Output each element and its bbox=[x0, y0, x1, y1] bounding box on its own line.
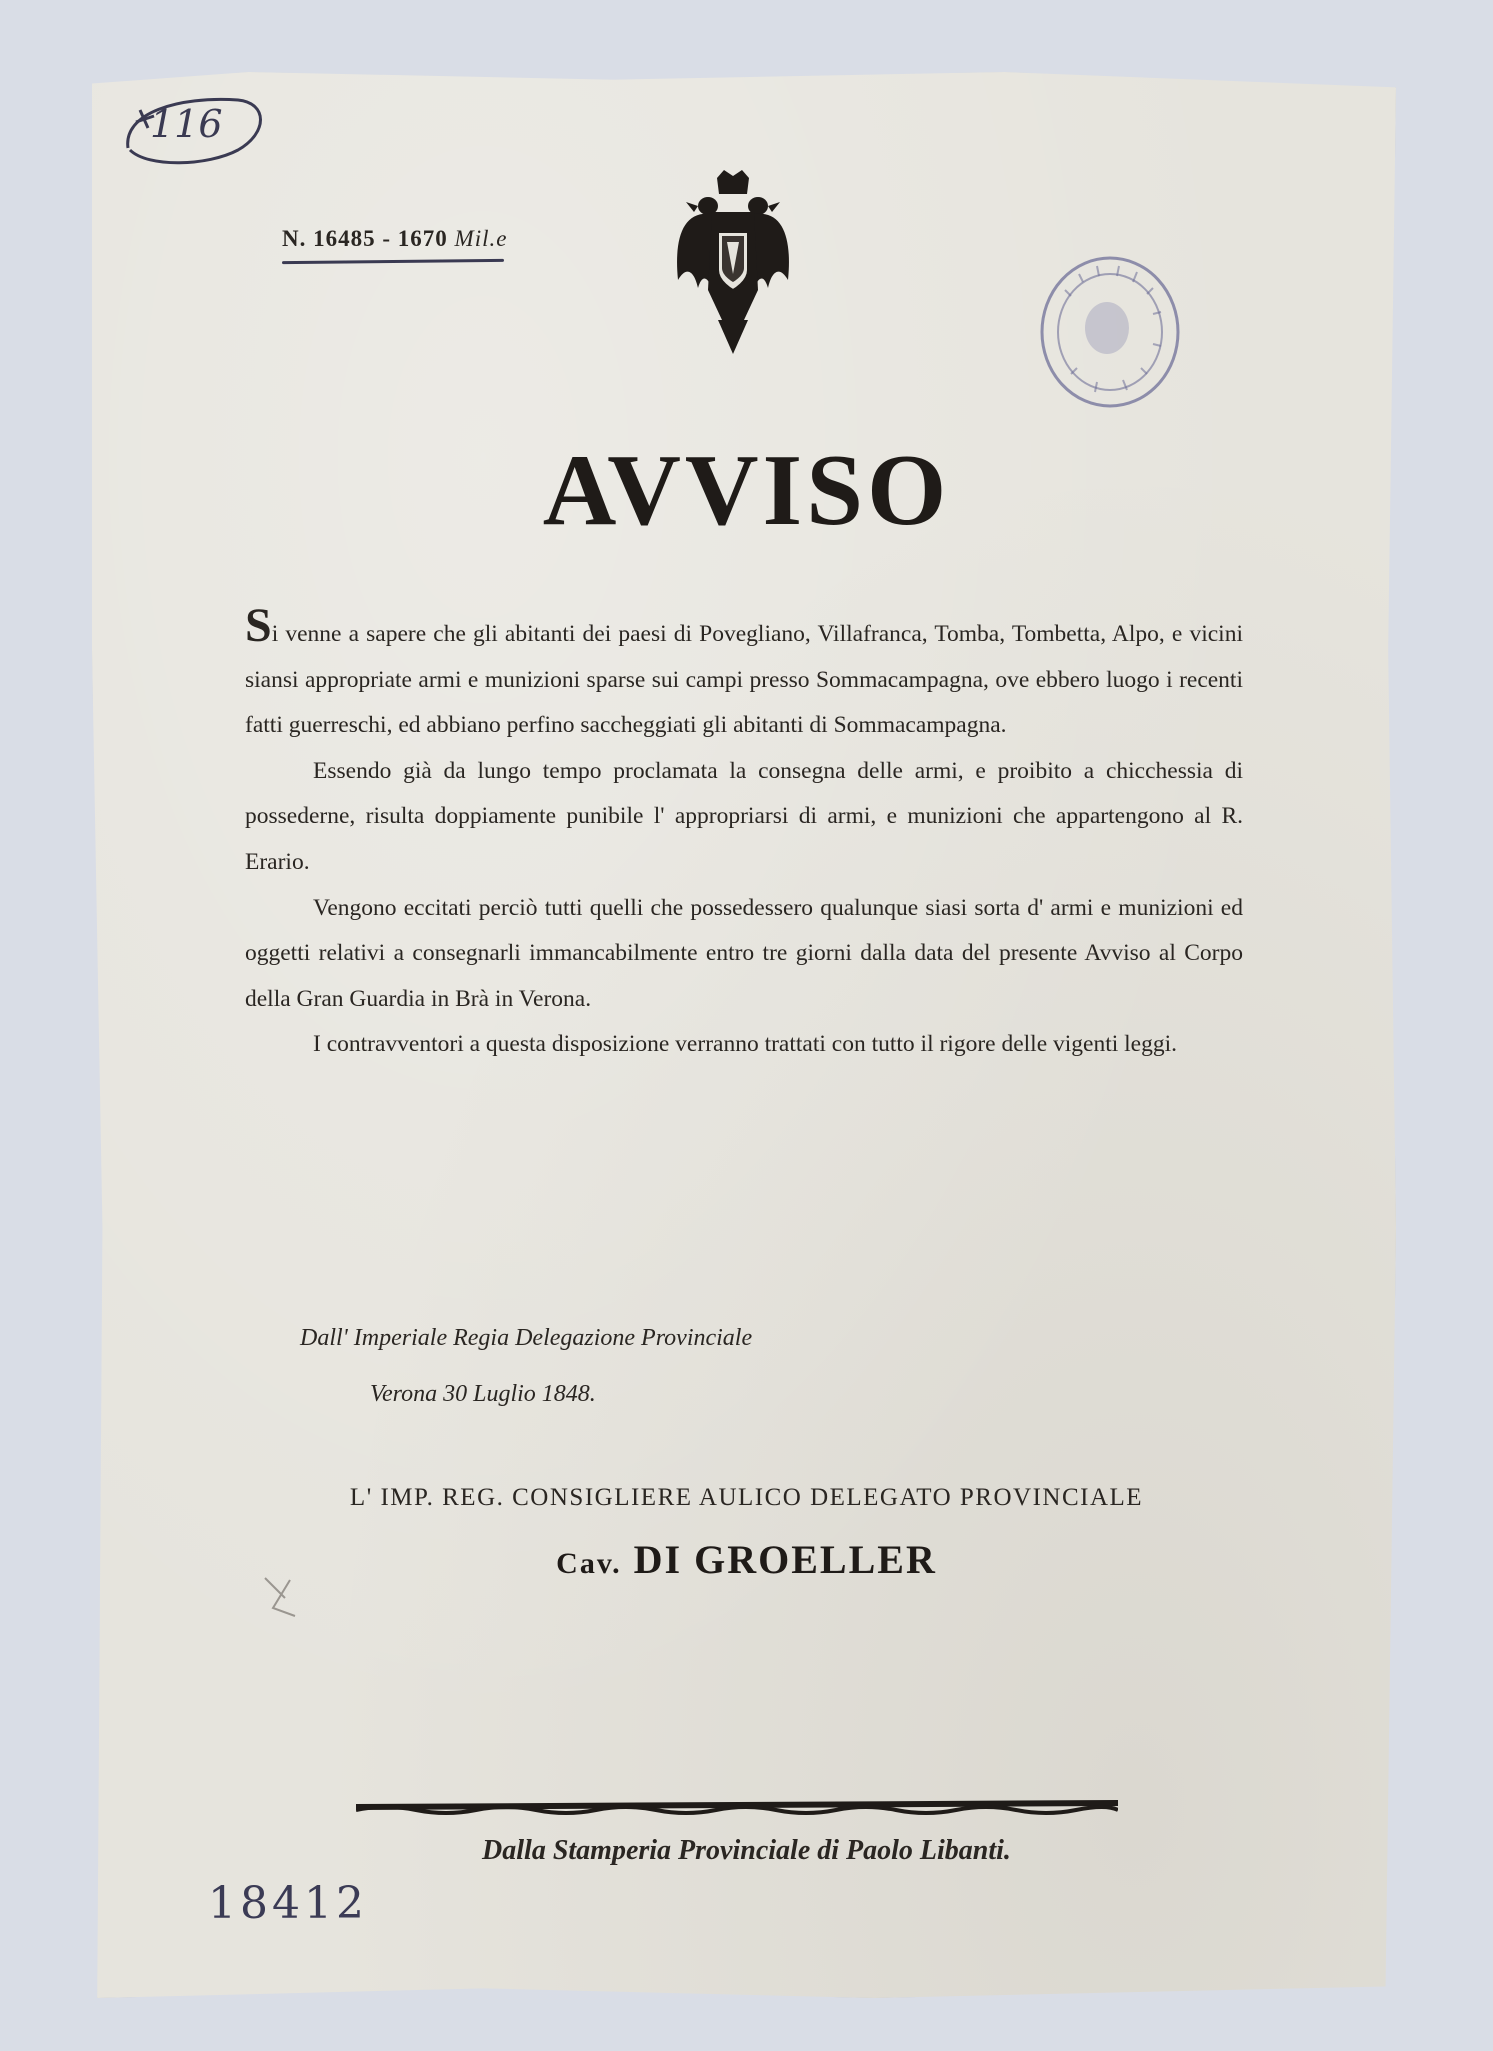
official-title: L' IMP. REG. CONSIGLIERE AULICO DELEGATO PROVINCIALE bbox=[349, 1484, 1144, 1511]
dropcap-letter: S bbox=[245, 599, 272, 652]
archive-stamp bbox=[1035, 250, 1185, 415]
handwritten-number-top: 116 bbox=[150, 102, 223, 146]
body-paragraph-4: I contravventori a questa disposizione verranno trattati con tutto il rigore delle vigenti leggi. bbox=[313, 1031, 1178, 1058]
imperial-eagle-emblem bbox=[672, 170, 794, 354]
reference-suffix: Mil.e bbox=[454, 226, 508, 251]
reference-number-value: N. 16485 - 1670 bbox=[282, 226, 448, 251]
decorative-rule bbox=[356, 1798, 1118, 1818]
official-signature bbox=[0, 1536, 1493, 1583]
body-paragraph-2: Essendo già da lungo tempo proclamata la consegna delle armi, e proibito a chicchessia di possederne, risulta doppiamente punibile l' appropriarsi di armi, e munizioni che appartengono al R. Erario. bbox=[245, 757, 1243, 875]
body-paragraph-1 bbox=[245, 599, 1243, 749]
issuing-office: Dall' Imperiale Regia Delegazione Provinciale bbox=[300, 1325, 753, 1351]
body-paragraph-3: Vengono eccitati perciò tutti quelli che possedessero qualunque siasi sorta d' armi e munizioni ed oggetti relativi a consegnarli immancabilmente entro tre giorni dalla data del presente Avviso al Corpo della Gran Guardia in Brà in Verona. bbox=[245, 894, 1243, 1012]
official-name: DI GROELLER bbox=[633, 1537, 937, 1582]
official-name-prefix: Cav. bbox=[556, 1547, 622, 1580]
place-and-date: Verona 30 Luglio 1848. bbox=[370, 1381, 596, 1407]
pencil-mark bbox=[255, 1568, 305, 1628]
notice-title: AVVISO bbox=[542, 434, 951, 547]
notice-body bbox=[245, 599, 1243, 1068]
printer-imprint: Dalla Stamperia Provinciale di Paolo Libanti. bbox=[482, 1835, 1011, 1866]
reference-number bbox=[282, 226, 507, 252]
paragraph-text: i venne a sapere che gli abitanti dei paesi di Povegliano, Villafranca, Tomba, Tombetta, Alpo, e vicini siansi appropriate armi e munizioni sparse sui campi presso Sommacampagna, ove ebbero luogo i recenti fatti guerreschi, ed abbiano perfino saccheggiati gli abitanti di Sommacampagna. bbox=[245, 621, 1243, 739]
handwritten-number-bottom: 18412 bbox=[208, 1878, 368, 1929]
